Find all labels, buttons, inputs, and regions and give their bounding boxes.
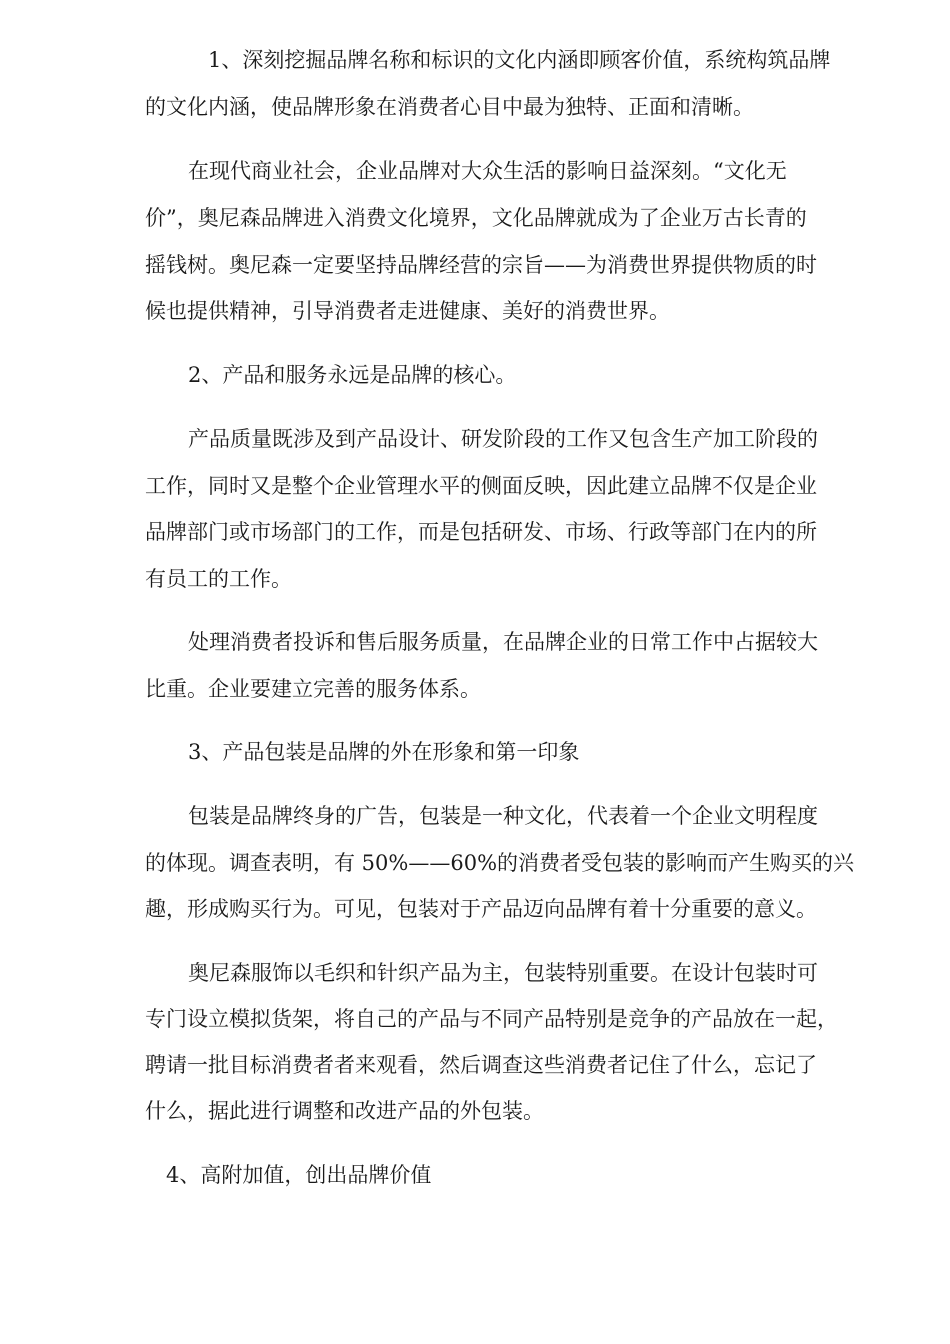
section-heading: 2、产品和服务永远是品牌的核心。 [188,363,517,387]
text-line: 工作，同时又是整个企业管理水平的侧面反映，因此建立品牌不仅是企业 [145,474,817,498]
text-line: 奥尼森服饰以毛织和针织产品为主，包装特别重要。在设计包装时可 [188,961,818,985]
section-heading: 3、产品包装是品牌的外在形象和第一印象 [188,740,580,764]
text-line: 聘请一批目标消费者者来观看，然后调查这些消费者记住了什么，忘记了 [145,1053,817,1077]
section-heading: 4、高附加值，创出品牌价值 [166,1163,432,1187]
text-line: 有员工的工作。 [145,567,292,591]
text-line: 比重。企业要建立完善的服务体系。 [145,677,481,701]
text-line: 品牌部门或市场部门的工作，而是包括研发、市场、行政等部门在内的所 [145,520,817,544]
text-line: 趣，形成购买行为。可见，包装对于产品迈向品牌有着十分重要的意义。 [145,897,817,921]
text-line: 1、深刻挖掘品牌名称和标识的文化内涵即顾客价值，系统构筑品牌 [208,48,831,72]
text-line: 的体现。调查表明，有 50%——60%的消费者受包装的影响而产生购买的兴 [145,851,855,875]
text-line: 候也提供精神，引导消费者走进健康、美好的消费世界。 [145,299,670,323]
text-line: 产品质量既涉及到产品设计、研发阶段的工作又包含生产加工阶段的 [188,427,818,451]
text-line: 在现代商业社会，企业品牌对大众生活的影响日益深刻。“文化无 [188,159,787,183]
text-line: 价”，奥尼森品牌进入消费文化境界，文化品牌就成为了企业万古长青的 [145,206,807,230]
text-line: 什么，据此进行调整和改进产品的外包装。 [145,1099,544,1123]
text-line: 的文化内涵，使品牌形象在消费者心目中最为独特、正面和清晰。 [145,95,754,119]
text-line: 处理消费者投诉和售后服务质量，在品牌企业的日常工作中占据较大 [188,630,818,654]
text-line: 摇钱树。奥尼森一定要坚持品牌经营的宗旨——为消费世界提供物质的时 [145,253,817,277]
text-line: 专门设立模拟货架，将自己的产品与不同产品特别是竞争的产品放在一起， [145,1007,838,1031]
text-line: 包装是品牌终身的广告，包装是一种文化，代表着一个企业文明程度 [188,804,818,828]
